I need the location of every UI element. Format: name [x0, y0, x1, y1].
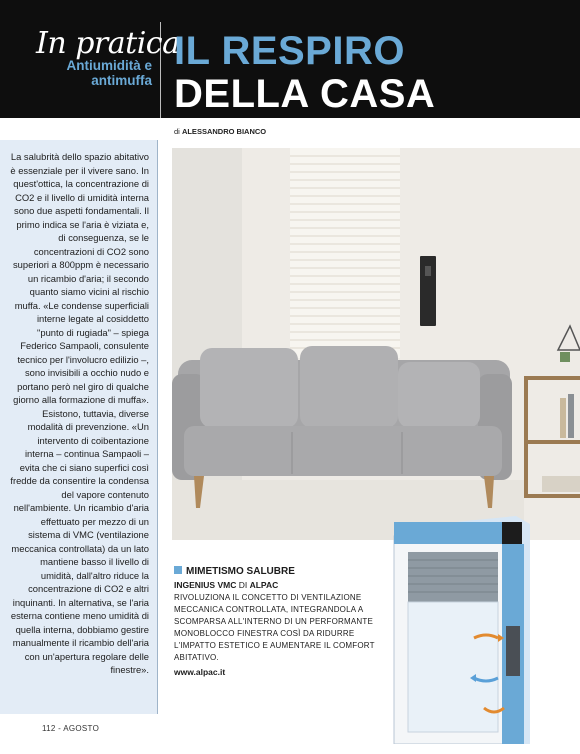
product-caption	[174, 566, 390, 677]
subkicker-line-2: antimuffa	[91, 73, 152, 88]
caption-brand-name: ALPAC	[249, 580, 279, 590]
section-kicker: In pratica	[36, 26, 180, 61]
page-folio: 112 - AGOSTO	[42, 724, 100, 733]
caption-description: RIVOLUZIONA IL CONCETTO DI VENTILAZIONE MECCANICA CONTROLLATA, INTEGRANDOLA A SCOMPARSA ALL'INTERNO DI UN PERFORMANTE MONOBLOCCO FINESTRA COSÌ DA RIDURRE L'IMPATTO ESTETICO E AUMENTARE IL COMFORT ABITATIVO.	[174, 593, 375, 662]
window-vmc-product-image	[384, 508, 534, 744]
headline-line-1: IL RESPIRO	[174, 29, 405, 73]
headline-line-2: DELLA CASA	[174, 72, 436, 116]
section-subkicker	[44, 58, 152, 88]
caption-product-name: INGENIUS VMC	[174, 580, 237, 590]
window-product-illustration	[384, 508, 534, 744]
column-rule	[157, 140, 158, 714]
byline-prefix: di	[174, 127, 180, 136]
living-room-photo	[172, 148, 580, 540]
caption-title	[174, 566, 390, 577]
caption-brand-connector: DI	[238, 580, 248, 590]
caption-product-line	[174, 580, 390, 590]
caption-title-text: MIMETISMO SALUBRE	[186, 566, 295, 577]
header-band	[0, 0, 580, 118]
byline-author: ALESSANDRO BIANCO	[181, 127, 267, 136]
subkicker-line-1: Antiumidità e	[66, 58, 152, 73]
byline	[174, 127, 266, 136]
photo-illustration	[172, 148, 580, 540]
article-body: La salubrità dello spazio abitativo è essenziale per il vivere sano. In quest'ottica, la concentrazione di CO2 e il livello di umidità interna sono due aspetti fondamentali. Il primo indica se l'aria è viziata e, di conseguenza, se le concentrazioni di CO2 sono superiori a 800ppm è necessario un ricambio d'aria; il secondo quanto siamo vicini al rischio muffa. «Le condense superficiali interne legate al cosiddetto "punto di rugiada" – spiega Federico Sampaoli, consulente tecnico per l'involucro edilizio –, sono invisibili a occhio nudo e portano però nel giro di qualche giorno alla formazione di muffa». Esistono, tuttavia, diverse modalità di prevenzione. «Un intervento di coibentazione interna – continua Sampaoli – evita che ci siano superfici così fredde da consentire la condensa del vapore contenuto nell'ambiente. Un ricambio d'aria effettuato per mezzo di un sistema di VMC (ventilazione meccanica controllata) da un lato mantiene basso il livello di umidità, dall'altro riduce la concentrazione di CO2 e altri inquinanti. In alternativa, se l'aria esterna contiene meno umidità di quella interna, dobbiamo gestire manualmente il ricambio dell'aria con un'apertura regolare delle finestre».	[10, 151, 149, 675]
blue-square-icon	[174, 566, 182, 574]
caption-website-link[interactable]: www.alpac.it	[174, 667, 226, 677]
